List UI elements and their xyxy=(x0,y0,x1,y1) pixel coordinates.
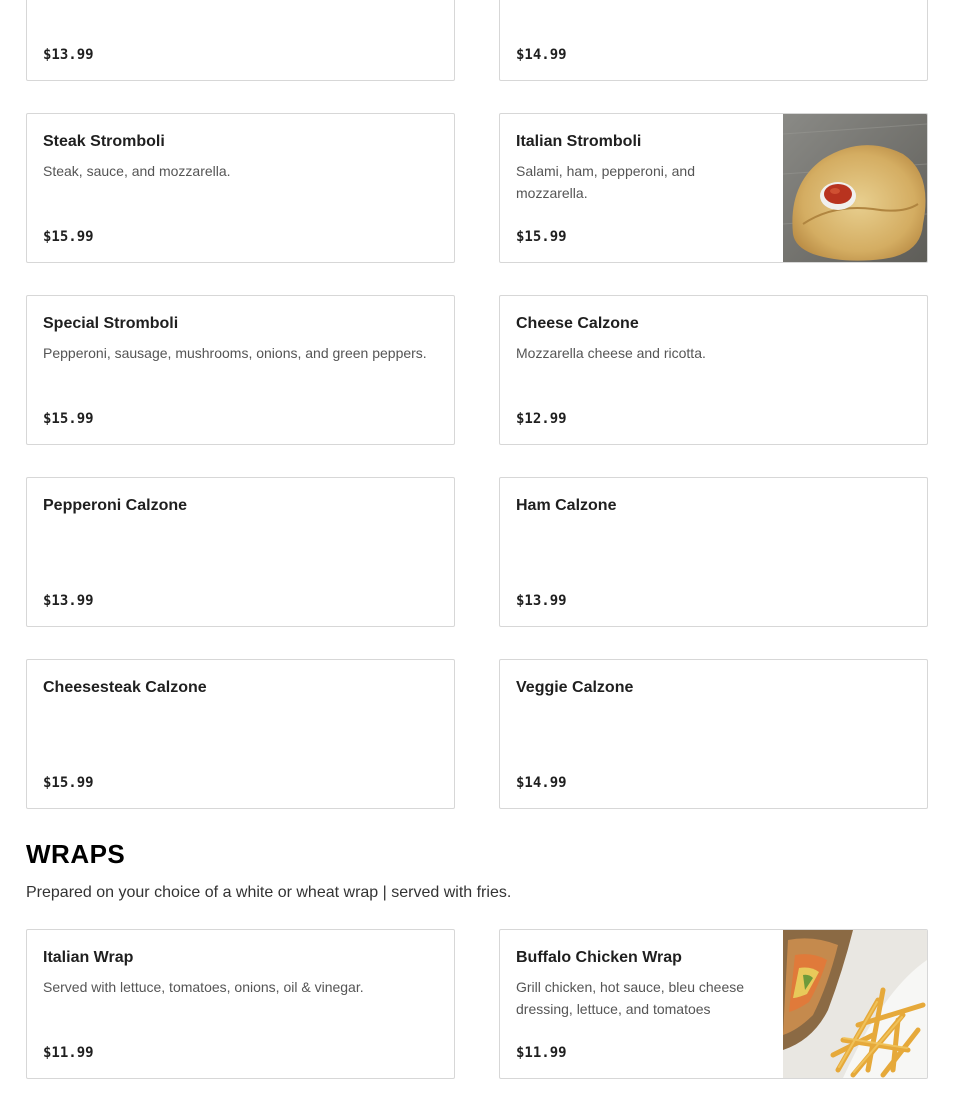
item-name: Pepperoni Calzone xyxy=(43,497,188,514)
menu-item-special-stromboli[interactable] xyxy=(26,295,455,445)
menu-item-cheese-calzone[interactable] xyxy=(499,295,928,445)
menu-item-italian-wrap[interactable] xyxy=(26,929,455,1079)
item-description: Salami, ham, pepperoni, and mozzarella. xyxy=(516,163,695,201)
item-name: Special Stromboli xyxy=(43,315,179,332)
item-price: $15.99 xyxy=(43,775,94,791)
section-title-wraps: WRAPS xyxy=(26,839,126,869)
menu-item-buffalo-chicken-wrap[interactable] xyxy=(499,929,928,1079)
item-price: $14.99 xyxy=(516,775,567,791)
item-description: Served with lettuce, tomatoes, onions, oil & vinegar. xyxy=(43,979,364,995)
menu-item-cheesesteak-calzone[interactable] xyxy=(26,659,455,809)
menu-item-italian-stromboli[interactable] xyxy=(499,113,928,263)
item-price: $14.99 xyxy=(516,47,567,63)
wrap-and-fries-photo xyxy=(783,930,927,1078)
menu-item-veggie-calzone[interactable] xyxy=(499,659,928,809)
item-description: Mozzarella cheese and ricotta. xyxy=(516,345,706,361)
item-name: Italian Stromboli xyxy=(516,133,642,150)
menu-item-steak-stromboli[interactable] xyxy=(26,113,455,263)
item-name: Buffalo Chicken Wrap xyxy=(516,949,682,966)
item-description: Grill chicken, hot sauce, bleu cheese dressing, lettuce, and tomatoes xyxy=(516,979,745,1017)
item-name: Veggie Calzone xyxy=(516,679,634,696)
item-price: $11.99 xyxy=(43,1045,94,1061)
section-description: Prepared on your choice of a white or wheat wrap | served with fries. xyxy=(26,884,512,901)
item-name: Cheese Calzone xyxy=(516,315,639,332)
item-description: Pepperoni, sausage, mushrooms, onions, and green peppers. xyxy=(43,345,427,361)
menu-item-card[interactable] xyxy=(499,0,928,81)
menu-item-ham-calzone[interactable] xyxy=(499,477,928,627)
item-name: Steak Stromboli xyxy=(43,133,165,150)
item-name: Cheesesteak Calzone xyxy=(43,679,207,696)
item-price: $15.99 xyxy=(43,411,94,427)
item-description: Steak, sauce, and mozzarella. xyxy=(43,163,231,179)
item-price: $13.99 xyxy=(516,593,567,609)
item-price: $13.99 xyxy=(43,47,94,63)
item-name: Ham Calzone xyxy=(516,497,617,514)
menu-item-card[interactable] xyxy=(26,0,455,81)
menu-item-pepperoni-calzone[interactable] xyxy=(26,477,455,627)
item-price: $12.99 xyxy=(516,411,567,427)
item-price: $15.99 xyxy=(43,229,94,245)
stromboli-photo xyxy=(783,114,927,262)
item-price: $15.99 xyxy=(516,229,567,245)
item-price: $11.99 xyxy=(516,1045,567,1061)
item-price: $13.99 xyxy=(43,593,94,609)
item-name: Italian Wrap xyxy=(43,949,134,966)
